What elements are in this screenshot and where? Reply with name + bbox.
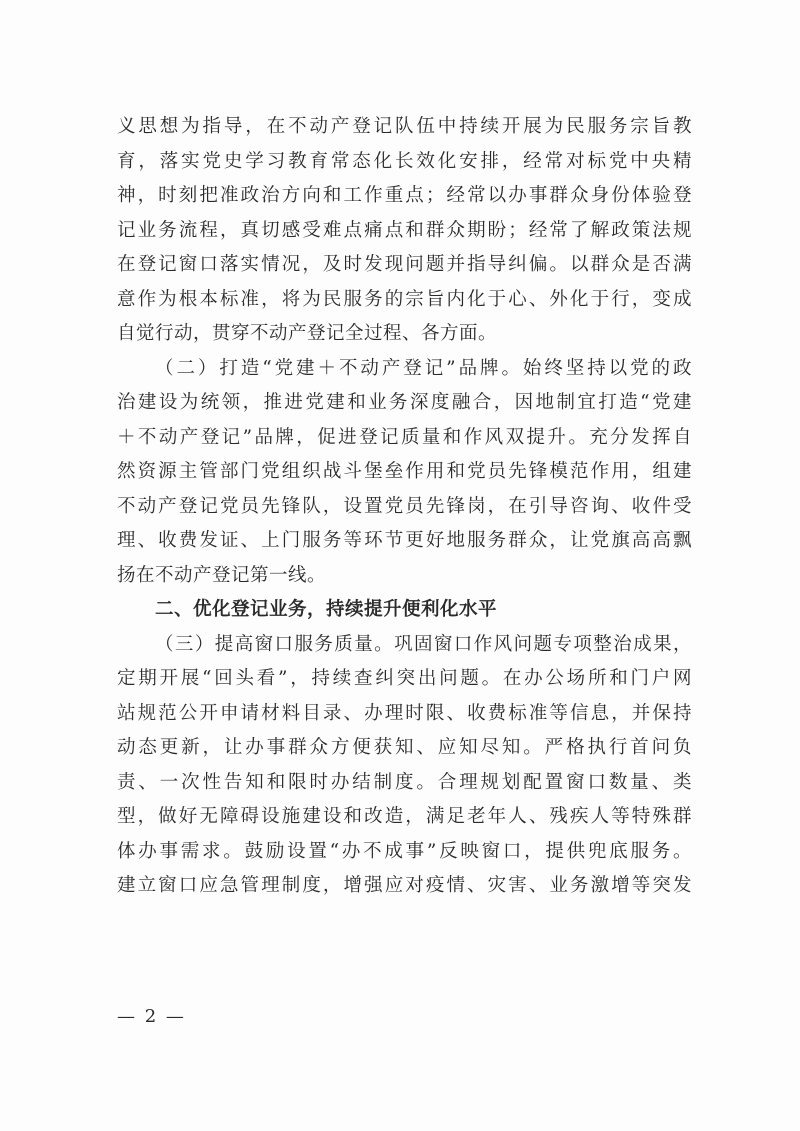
text-line: 动态更新，让办事群众方便获知、应知尽知。严格执行首问负 xyxy=(117,737,692,758)
text-line: 意作为根本标准，将为民服务的宗旨内化于心、外化于行，变成 xyxy=(117,288,692,310)
section-heading: 二、优化登记业务，持续提升便利化水平 xyxy=(155,599,498,620)
text-line: （二）打造“党建＋不动产登记”品牌。始终坚持以党的政 xyxy=(155,357,692,379)
text-line: 义思想为指导，在不动产登记队伍中持续开展为民服务宗旨教 xyxy=(117,116,692,137)
text-line: （三）提高窗口服务质量。巩固窗口作风问题专项整治成果， xyxy=(155,633,692,655)
text-line: 体办事需求。鼓励设置“办不成事”反映窗口，提供兜底服务。 xyxy=(117,840,692,862)
document-body xyxy=(117,110,692,904)
text-line: 站规范公开申请材料目录、办理时限、收费标准等信息，并保持 xyxy=(117,702,692,724)
text-line: 扬在不动产登记第一线。 xyxy=(117,564,327,586)
text-line: 育，落实党史学习教育常态化长效化安排，经常对标党中央精 xyxy=(117,150,692,172)
text-line: 理、收费发证、上门服务等环节更好地服务群众，让党旗高高飘 xyxy=(117,530,692,551)
text-line: 在登记窗口落实情况，及时发现问题并指导纠偏。以群众是否满 xyxy=(117,254,692,275)
text-line: 型，做好无障碍设施建设和改造，满足老年人、残疾人等特殊群 xyxy=(117,806,692,827)
text-line: 责、一次性告知和限时办结制度。合理规划配置窗口数量、类 xyxy=(117,771,692,793)
text-line: 建立窗口应急管理制度，增强应对疫情、灾害、业务激增等突发 xyxy=(117,875,692,896)
text-line: 不动产登记党员先锋队，设置党员先锋岗，在引导咨询、收件受 xyxy=(117,495,692,517)
text-line: 记业务流程，真切感受难点痛点和群众期盼；经常了解政策法规 xyxy=(117,219,692,241)
text-line: ＋不动产登记”品牌，促进登记质量和作风双提升。充分发挥自 xyxy=(117,426,692,448)
text-line: 自觉行动，贯穿不动产登记全过程、各方面。 xyxy=(117,323,498,344)
text-line: 治建设为统领，推进党建和业务深度融合，因地制宜打造“党建 xyxy=(117,392,692,413)
text-line: 定期开展“回头看”，持续查纠突出问题。在办公场所和门户网 xyxy=(117,668,692,689)
text-line: 然资源主管部门党组织战斗堡垒作用和党员先锋模范作用，组建 xyxy=(117,461,692,482)
page-number: — 2 — xyxy=(117,1006,186,1027)
text-line: 神，时刻把准政治方向和工作重点；经常以办事群众身份体验登 xyxy=(117,185,692,206)
